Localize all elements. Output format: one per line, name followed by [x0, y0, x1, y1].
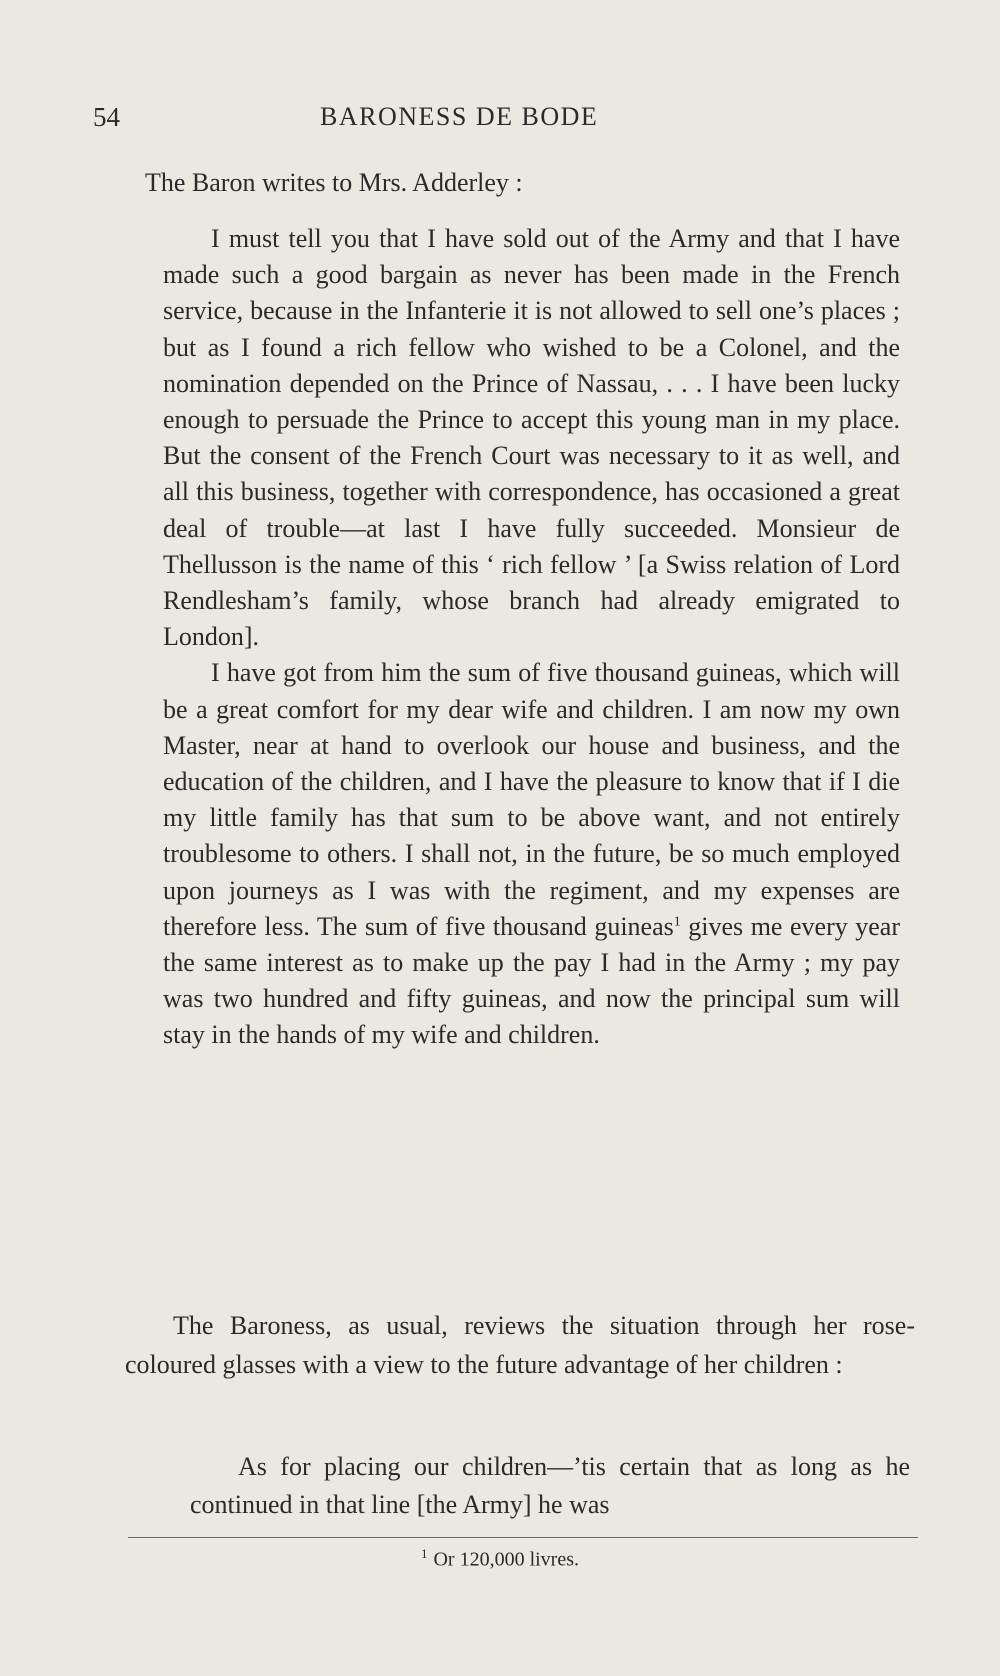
running-title: BARONESS DE BODE — [320, 102, 599, 131]
letter-paragraph: As for placing our children—’tis certain that as long as he continued in that line [the Army] he was — [190, 1452, 910, 1519]
footnote-rule — [128, 1537, 918, 1538]
letter-quotation — [163, 221, 900, 1054]
intro-paragraph: The Baron writes to Mrs. Adderley : — [145, 168, 523, 197]
letter-text: I have got from him the sum of five thousand guineas, which will be a great comfort for my dear wife and children. I am now my own Master, near at hand to overlook our house and business, and the education of the children, and I have the pleasure to know that if I die my little family has that sum to be above want, and not entirely troublesome to others. I shall not, in the future, be so much employed upon journeys as I was with the regiment, and my expenses are therefore less. The sum of five thousand guineas — [163, 658, 900, 941]
letter-paragraph: I must tell you that I have sold out of the Army and that I have made such a good bargain as never has been made in the French service, because in the Infanterie it is not allowed to sell one’s places ; but as I found a rich fellow who wished to be a Colonel, and the nomination depended on the Prince of Nassau, . . . I have been lucky enough to persuade the Prince to accept this young man in my place. But the consent of the French Court was necessary to it as well, and all this business, together with correspondence, has occasioned a great deal of trouble—at last I have fully succeeded. Monsieur de Thellusson is the name of this ‘ rich fellow ’ [a Swiss relation of Lord Rendlesham’s family, whose branch had already emigrated to London]. — [163, 224, 900, 652]
footnote-mark: 1 — [420, 1546, 428, 1561]
running-head — [0, 102, 1000, 138]
letter-paragraph — [163, 655, 900, 1053]
letter-text: gives me every year the same interest as to make up the pay I had in the Army ; my pay was two hundred and fifty guineas, and now the principal sum will stay in the hands of my wife and children. — [163, 911, 901, 1050]
intro-paragraph: The Baroness, as usual, reviews the situation through her rose-coloured glasses with a view to the future advantage of her children : — [125, 1311, 915, 1379]
footnote-reference: 1 — [673, 914, 681, 930]
footnote — [0, 1546, 1000, 1572]
letter-quotation — [190, 1448, 910, 1524]
page-number: 54 — [93, 102, 120, 132]
footnote-text: Or 120,000 livres. — [433, 1548, 580, 1571]
